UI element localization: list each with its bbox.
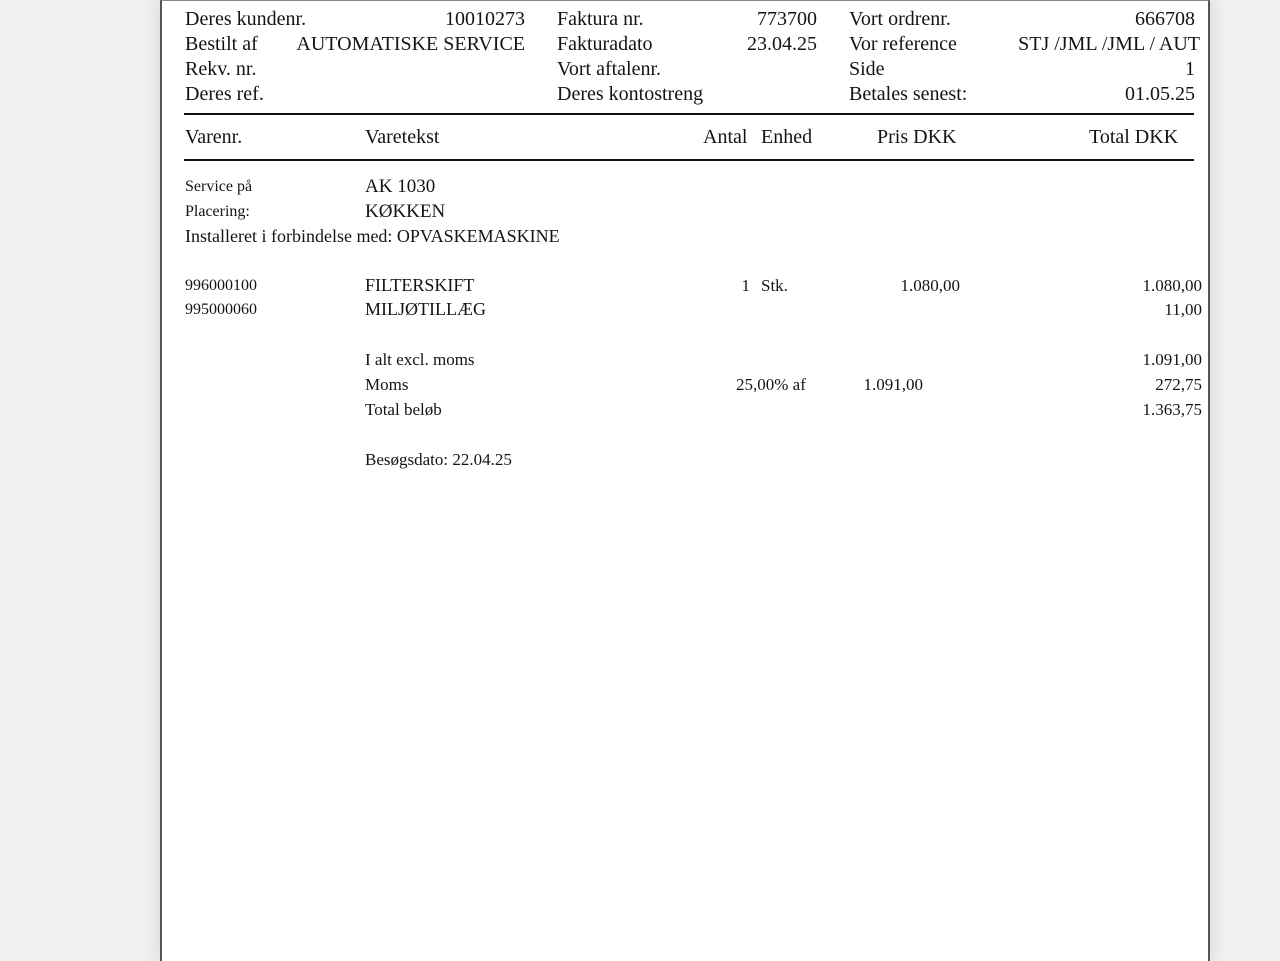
order-number-label: Vort ordrenr. xyxy=(849,8,951,30)
vat-label: Moms xyxy=(365,375,409,394)
invoice-number-value: 773700 xyxy=(757,8,817,30)
our-reference-label: Vor reference xyxy=(849,33,957,55)
columns-divider xyxy=(184,159,1194,161)
item-price: 1.080,00 xyxy=(900,276,960,295)
due-date-value: 01.05.25 xyxy=(1125,83,1195,105)
account-string-label: Deres kontostreng xyxy=(557,83,704,105)
placement-value: KØKKEN xyxy=(365,201,446,222)
agreement-number-label: Vort aftalenr. xyxy=(557,58,662,80)
invoice-number-label: Faktura nr. xyxy=(557,8,644,30)
vat-value: 272,75 xyxy=(1155,375,1202,394)
page-value: 1 xyxy=(1185,58,1195,80)
your-reference-label: Deres ref. xyxy=(185,83,264,105)
item-total: 11,00 xyxy=(1164,300,1202,319)
invoice-page xyxy=(160,0,1210,961)
page-label: Side xyxy=(849,58,885,80)
vat-rate: 25,00% af xyxy=(736,375,806,394)
ordered-by-value: AUTOMATISKE SERVICE xyxy=(296,33,525,55)
column-varenr: Varenr. xyxy=(185,126,243,148)
invoice-date-label: Fakturadato xyxy=(557,33,653,55)
order-number-value: 666708 xyxy=(1135,8,1195,30)
subtotal-label: I alt excl. moms xyxy=(365,350,475,369)
item-text: MILJØTILLÆG xyxy=(365,299,486,319)
column-enhed: Enhed xyxy=(761,126,813,148)
invoice-date-value: 23.04.25 xyxy=(747,33,817,55)
installed-text: Installeret i forbindelse med: OPVASKEMASKINE xyxy=(185,226,560,246)
column-total: Total DKK xyxy=(1089,126,1179,148)
item-text: FILTERSKIFT xyxy=(365,275,475,295)
service-label: Service på xyxy=(185,178,253,195)
service-value: AK 1030 xyxy=(365,176,436,197)
due-date-label: Betales senest: xyxy=(849,83,968,105)
our-reference-value: STJ /JML /JML / AUT xyxy=(1018,33,1200,55)
customer-number-label: Deres kundenr. xyxy=(185,8,307,30)
vat-base: 1.091,00 xyxy=(863,375,923,394)
requisition-number-label: Rekv. nr. xyxy=(185,58,257,80)
customer-number-value: 10010273 xyxy=(445,8,525,30)
grand-total-label: Total beløb xyxy=(365,400,442,419)
item-number: 996000100 xyxy=(185,277,257,294)
item-number: 995000060 xyxy=(185,301,257,318)
item-quantity: 1 xyxy=(741,276,750,295)
column-pris: Pris DKK xyxy=(877,126,957,148)
item-total: 1.080,00 xyxy=(1142,276,1202,295)
grand-total-value: 1.363,75 xyxy=(1142,400,1202,419)
column-varetekst: Varetekst xyxy=(365,126,440,148)
column-antal: Antal xyxy=(703,126,748,148)
visit-date: Besøgsdato: 22.04.25 xyxy=(365,450,512,469)
subtotal-value: 1.091,00 xyxy=(1142,350,1202,369)
header-divider xyxy=(184,113,1194,115)
item-unit: Stk. xyxy=(761,276,788,295)
ordered-by-label: Bestilt af xyxy=(185,33,258,55)
placement-label: Placering: xyxy=(185,203,250,220)
